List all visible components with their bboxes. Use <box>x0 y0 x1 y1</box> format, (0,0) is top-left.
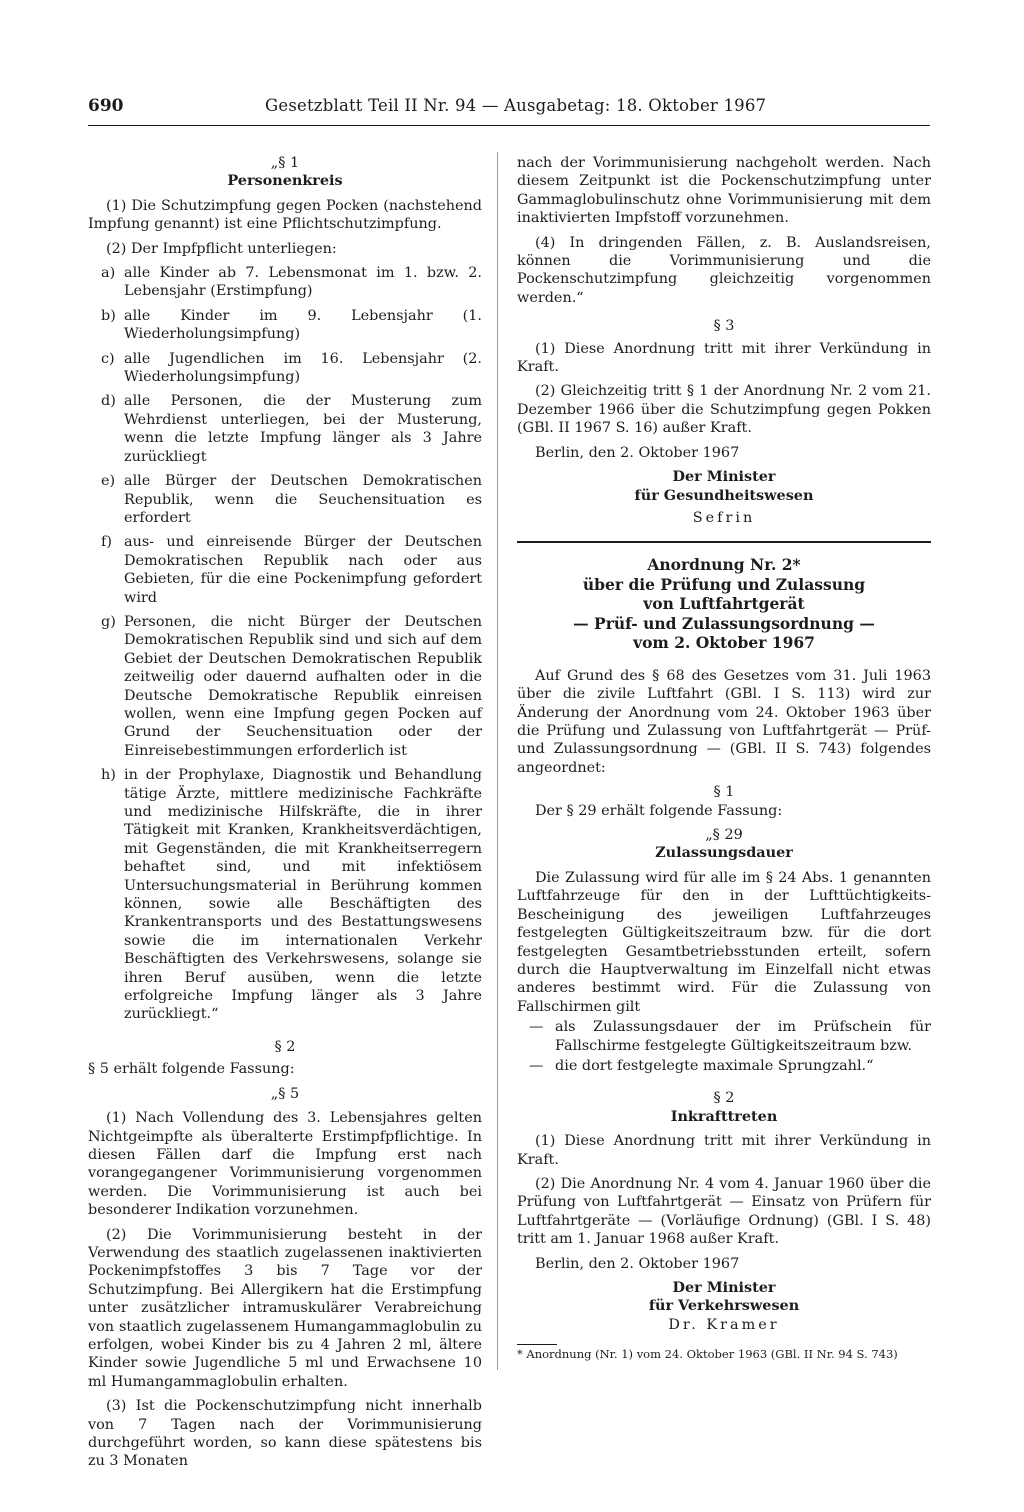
list-item <box>88 533 482 607</box>
list-item <box>88 307 482 344</box>
order-subtitle: von Luftfahrtgerät <box>643 594 805 614</box>
paragraph: nach der Vorimmunisierung nachgeholt werden. Nach diesem Zeitpunkt ist die Pockenschutzimpfung unter Gammaglobulinschutz ohne Vorimmunisierung mit dem inaktivierten Impfstoff vorzunehmen. <box>517 155 931 227</box>
signatory-title: für Gesundheitswesen <box>634 486 814 504</box>
signatory-title: für Verkehrswesen <box>648 1297 800 1315</box>
place-date: Berlin, den 2. Oktober 1967 <box>535 1255 740 1272</box>
column-divider <box>497 152 498 1370</box>
order-subtitle: — Prüf- und Zulassungsordnung — <box>573 613 875 633</box>
list-item-text: alle Bürger der Deutschen Demokratischen Republik, wenn die Seuchensituation es erfordert <box>124 473 482 526</box>
order-subtitle: über die Prüfung und Zulassung <box>582 574 866 594</box>
page-header <box>0 96 1024 120</box>
list-item-label: b) <box>101 307 116 324</box>
paragraph: Auf Grund des § 68 des Gesetzes vom 31. Juli 1963 über die zivile Luftfahrt (GBl. I S. 113) wird zur Änderung der Anordnung vom 24. Oktober 1963 über die Prüfung und Zulassung von Luftfahrtgerät — Prüf- und Zulassungsordnung — (GBl. II S. 743) folgendes angeordnet: <box>517 667 931 776</box>
signature-name: Sefrin <box>692 509 756 526</box>
paragraph: (2) Die Anordnung Nr. 4 vom 4. Januar 1960 über die Prüfung von Luftfahrtgerät — Einsatz von Prüfern für Luftfahrtgeräte — (Vorläufige Ordnung) (GBl. I S. 48) tritt am 1. Januar 1968 außer Kraft. <box>517 1175 931 1248</box>
paragraph: (1) Diese Anordnung tritt mit ihrer Verkündung in Kraft. <box>517 340 931 376</box>
header-rule <box>88 125 930 126</box>
list-item-label: e) <box>101 473 116 490</box>
list-item <box>517 1018 931 1055</box>
signature-name: Dr. Kramer <box>668 1316 780 1333</box>
paragraph: (3) Ist die Pockenschutzimpfung nicht innerhalb von 7 Tagen nach der Vorimmunisierung durchgeführt worden, so kann diese spätestens bis zu 3 Monaten <box>88 1398 482 1470</box>
list-item <box>88 766 482 1024</box>
list-item-label: h) <box>101 767 116 784</box>
right-column <box>517 154 931 1361</box>
list-item-text: die dort festgelegte maximale Sprungzahl.“ <box>555 1057 874 1074</box>
section-title: „§ 5 <box>270 1085 300 1102</box>
section-divider <box>517 541 931 543</box>
paragraph: (4) In dringenden Fällen, z. B. Auslandsreisen, können die Vorimmunisierung und die Pockenschutzimpfung gleichzeitig vorgenommen werden.“ <box>517 234 931 306</box>
left-column <box>88 154 482 1471</box>
paragraph: (1) Nach Vollendung des 3. Lebensjahres gelten Nichtgeimpfte als überalterte Erstimpfpflichtige. In diesen Fällen darf die Impfung erst nach vorangegangener Vorimmunisierung vorgenommen werden. Die Vorimmunisierung ist auch bei besonderer Indikation vorzunehmen. <box>88 1110 482 1219</box>
paragraph: (1) Diese Anordnung tritt mit ihrer Verkündung in Kraft. <box>517 1133 931 1168</box>
place-date: Berlin, den 2. Oktober 1967 <box>535 444 740 461</box>
list-item <box>88 472 482 527</box>
list-item-text: Personen, die nicht Bürger der Deutschen Demokratischen Republik sind und sich auf dem Gebiet der Deutschen Demokratischen Republik zeitweilig oder dauernd aufhalten oder in die Deutsche Demokratische Republik einreisen wollen, wenn eine Impfung gegen Pocken auf Grund der Seuchensituation oder der Einreisebestimmungen erforderlich ist <box>124 613 482 759</box>
footnote: * Anordnung (Nr. 1) vom 24. Oktober 1963 (GBl. II Nr. 94 S. 743) <box>517 1347 898 1362</box>
footnote-rule <box>517 1344 557 1345</box>
signatory-title: Der Minister <box>672 468 776 486</box>
list-item-text: in der Prophylaxe, Diagnostik und Behandlung tätige Ärzte, mittlere medizinische Fachkräfte und medizinische Hilfskräfte, die in ihrer Tätigkeit mit Kranken, Krankheitsverdächtigen, mit Gegenständen, die mit Krankheitserregern behaftet sind, und mit infektiösem Untersuchungsmaterial in Berührung kommen können, sowie alle Beschäftigten des Krankentransports und des Bestattungswesens sowie die im internationalen Verkehr Beschäftigten des Verkehrswesens, solange sie ihren Beruf ausüben, wenn die letzte erfolgreiche Impfung länger als 3 Jahre zurückliegt.“ <box>124 767 482 1023</box>
list-item-text: als Zulassungsdauer der im Prüfschein für Fallschirme festgelegte Gültigkeitszeitraum bzw. <box>555 1019 931 1054</box>
section-heading: Inkrafttreten <box>670 1107 778 1125</box>
order-title-block <box>517 555 931 653</box>
list-item <box>88 392 482 466</box>
list-item <box>88 350 482 387</box>
list-item-text: aus- und einreisende Bürger der Deutschen Demokratischen Republik nach oder aus Gebieten, für die eine Pockenimpfung gefordert wird <box>124 534 482 606</box>
paragraph: Die Zulassung wird für alle im § 24 Abs. 1 genannten Luftfahrzeuge für den in der Lufttüchtigkeits-Bescheinigung des jeweiligen Luftfahrzeuges festgelegten Gültigkeitszeitraum bzw. für die dort festgelegten Gesamtbetriebsstunden erteilt, sofern durch die Hauptverwaltung im Einzelfall nicht etwas anderes bestimmt wird. Für die Zulassung von Fallschirmen gilt <box>517 869 931 1015</box>
signatory-title: Der Minister <box>672 1279 776 1296</box>
paragraph: (2) Der Impfpflicht unterliegen: <box>106 240 337 257</box>
list-item-text: alle Personen, die der Musterung zum Wehrdienst unterliegen, bei der Musterung, wenn die letzte Impfung länger als 3 Jahre zurückliegt <box>124 393 482 465</box>
order-title: Anordnung Nr. 2* <box>647 555 801 575</box>
list-item <box>88 264 482 301</box>
section-title: § 3 <box>713 318 735 335</box>
list-item <box>517 1057 931 1075</box>
list-item-label: c) <box>101 350 115 367</box>
page-number: 690 <box>88 96 124 116</box>
paragraph: (2) Die Vorimmunisierung besteht in der Verwendung des staatlich zugelassenen inaktivierten Pockenimpfstoffes 3 bis 7 Tage vor der Schutzimpfung. Bei Allergikern hat die Erstimpfung unter zusätzlicher intramuskulärer Verabreichung von staatlich zugelassenem Humangammaglobulin zu erfolgen, wobei Kinder bis zu 4 Jahren 2 ml, ältere Kinder sowie Jugendliche 5 ml und Erwachsene 10 ml Humangammaglobulin erhalten. <box>88 1226 482 1390</box>
list-item-label: a) <box>101 265 116 282</box>
list-item-text: alle Jugendlichen im 16. Lebensjahr (2. Wiederholungsimpfung) <box>124 350 482 386</box>
section-heading: Zulassungsdauer <box>655 844 793 862</box>
list-item-label: — <box>529 1057 544 1074</box>
page-header-title: Gesetzblatt Teil II Nr. 94 — Ausgabetag: 18. Oktober 1967 <box>265 96 767 115</box>
section-title: § 2 <box>274 1038 296 1055</box>
section-title: § 1 <box>713 784 735 801</box>
order-date: vom 2. Oktober 1967 <box>633 633 815 653</box>
list-item-label: g) <box>101 613 116 630</box>
paragraph: § 5 erhält folgende Fassung: <box>88 1061 295 1078</box>
list-item-text: alle Kinder ab 7. Lebensmonat im 1. bzw. 2. Lebensjahr (Erstimpfung) <box>124 265 482 300</box>
list-item-text: alle Kinder im 9. Lebensjahr (1. Wiederholungsimpfung) <box>124 307 482 343</box>
section-heading: Personenkreis <box>227 172 343 190</box>
paragraph: (2) Gleichzeitig tritt § 1 der Anordnung Nr. 2 vom 21. Dezember 1966 über die Schutzimpfung gegen Pokken (GBl. II 1967 S. 16) außer Kraft. <box>517 383 931 437</box>
list-item-label: f) <box>101 534 112 551</box>
list-item-label: d) <box>101 393 116 410</box>
list-item-label: — <box>529 1019 544 1036</box>
paragraph: (1) Die Schutzimpfung gegen Pocken (nachstehend Impfung genannt) ist eine Pflichtschutzimpfung. <box>88 197 482 233</box>
section-title: § 2 <box>713 1090 735 1107</box>
section-title: „§ 29 <box>705 827 743 844</box>
section-title: „§ 1 <box>270 155 300 171</box>
list-item <box>88 613 482 760</box>
paragraph: Der § 29 erhält folgende Fassung: <box>535 802 783 819</box>
